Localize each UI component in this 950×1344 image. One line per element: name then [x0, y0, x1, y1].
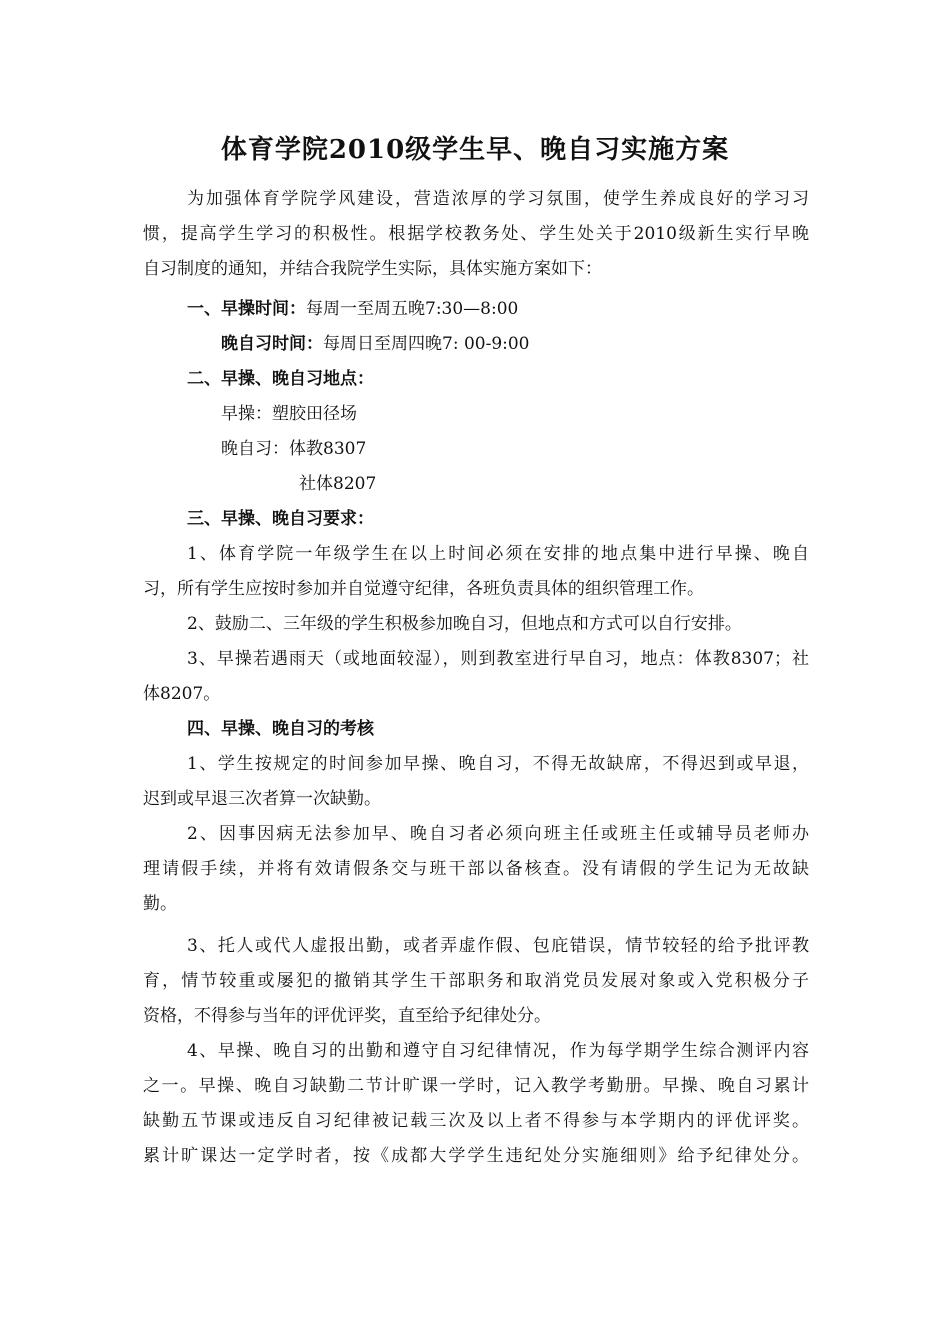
- morning-location: 早操：塑胶田径场: [221, 404, 357, 424]
- assessment-4-line-3: 缺勤五节课或违反自习纪律被记载三次及以上者不得参与本学期内的评优评奖。: [143, 1111, 809, 1131]
- section-4-heading: 四、早操、晚自习的考核: [187, 719, 374, 739]
- assessment-4-line-2: 之一。早操、晚自习缺勤二节计旷课一学时，记入教学考勤册。早操、晚自习累计: [143, 1076, 809, 1096]
- evening-study-time: 每周日至周四晚7: 00-9:00: [323, 334, 530, 354]
- section-1-heading: 一、早操时间：: [187, 299, 306, 319]
- requirement-3-line-1: 3、早操若遇雨天（或地面较湿），则到教室进行早自习，地点：体教8307；社: [187, 649, 809, 669]
- section-1-line: [187, 296, 518, 322]
- section-1-time: 每周一至周五晚7:30—8:00: [306, 299, 519, 319]
- assessment-2-line-1: 2、因事因病无法参加早、晚自习者必须向班主任或班主任或辅导员老师办: [187, 824, 809, 844]
- requirement-3-line-2: 体8207。: [143, 684, 221, 704]
- section-3-heading: 三、早操、晚自习要求：: [187, 509, 374, 529]
- evening-location-2: 社体8207: [299, 474, 377, 494]
- document-title: 体育学院2010级学生早、晚自习实施方案: [220, 135, 730, 165]
- section-1-sub-line: [221, 331, 530, 357]
- section-2-heading: 二、早操、晚自习地点：: [187, 369, 374, 389]
- assessment-4-line-4: 累计旷课达一定学时者，按《成都大学学生违纪处分实施细则》给予纪律处分。: [143, 1146, 809, 1166]
- assessment-3-line-1: 3、托人或代人虚报出勤，或者弄虚作假、包庇错误，情节较轻的给予批评教: [187, 936, 809, 956]
- assessment-3-line-3: 资格，不得参与当年的评优评奖，直至给予纪律处分。: [143, 1006, 551, 1026]
- requirement-1-line-2: 习，所有学生应按时参加并自觉遵守纪律，各班负责具体的组织管理工作。: [143, 579, 704, 599]
- intro-line-1: 为加强体育学院学风建设，营造浓厚的学习氛围，使学生养成良好的学习习: [187, 189, 809, 209]
- assessment-4-line-1: 4、早操、晚自习的出勤和遵守自习纪律情况，作为每学期学生综合测评内容: [187, 1041, 809, 1061]
- intro-line-2: 惯，提高学生学习的积极性。根据学校教务处、学生处关于2010级新生实行早晚: [143, 224, 809, 244]
- assessment-1-line-1: 1、学生按规定的时间参加早操、晚自习，不得无故缺席，不得迟到或早退，: [187, 754, 809, 774]
- evening-location: 晚自习：体教8307: [221, 439, 367, 459]
- requirement-2-line-1: 2、鼓励二、三年级的学生积极参加晚自习，但地点和方式可以自行安排。: [187, 614, 742, 634]
- assessment-1-line-2: 迟到或早退三次者算一次缺勤。: [143, 789, 381, 809]
- evening-study-time-label: 晚自习时间：: [221, 334, 323, 354]
- assessment-3-line-2: 育，情节较重或屡犯的撤销其学生干部职务和取消党员发展对象或入党积极分子: [143, 971, 809, 991]
- requirement-1-line-1: 1、体育学院一年级学生在以上时间必须在安排的地点集中进行早操、晚自: [187, 544, 809, 564]
- assessment-2-line-3: 勤。: [143, 894, 177, 914]
- assessment-2-line-2: 理请假手续，并将有效请假条交与班干部以备核查。没有请假的学生记为无故缺: [143, 859, 809, 879]
- intro-line-3: 自习制度的通知，并结合我院学生实际，具体实施方案如下：: [143, 259, 602, 279]
